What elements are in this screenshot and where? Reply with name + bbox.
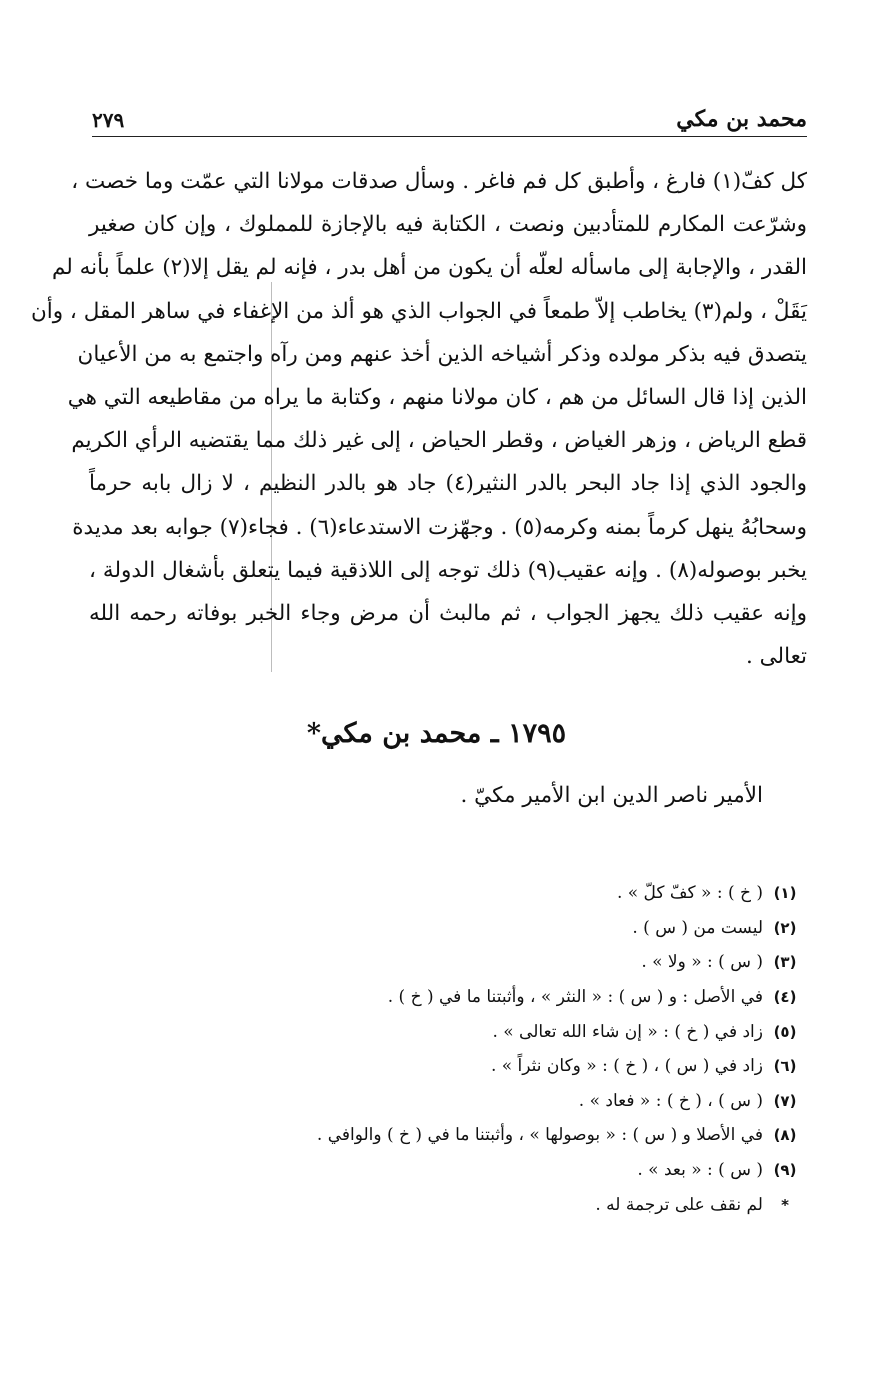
footnote	[247, 1014, 807, 1049]
footnote-number: (٧)	[773, 1091, 797, 1110]
footnote	[247, 980, 807, 1015]
body-line: كل كفّ(١) فارغ ، وأطبق كل فم فاغر . وسأل صدقات مولانا التي عمّت وما خصت ،	[71, 169, 807, 194]
footnote-text: في الأصل : و ( س ) : « النثر » ، وأثبتنا ما في ( خ ) .	[387, 987, 763, 1008]
footnote	[247, 1049, 807, 1084]
footnote-text: ( س ) ، ( خ ) : « فعاد » .	[578, 1090, 763, 1111]
footnote-text: زاد في ( س ) ، ( خ ) : « وكان نثراً » .	[490, 1056, 763, 1077]
footnote-number: (١)	[773, 884, 797, 903]
footnote-text: ليست من ( س ) .	[632, 917, 763, 938]
footnote-number: (٤)	[773, 988, 797, 1007]
footnote-number: (٥)	[773, 1022, 797, 1041]
footnote	[247, 1153, 807, 1188]
page-header	[92, 100, 807, 137]
footnote-text: في الأصلا و ( س ) : « بوصولها » ، وأثبتنا ما في ( خ ) والوافي .	[316, 1125, 763, 1146]
entry-heading: ١٧٩٥ ـ محمد بن مكي*	[306, 718, 567, 749]
footnote-number: (٢)	[773, 918, 797, 937]
footnote-text: لم نقف على ترجمة له .	[595, 1194, 763, 1215]
footnote-number: (٦)	[773, 1057, 797, 1076]
body-line: يتصدق فيه بذكر مولده وذكر أشياخه الذين أخذ عنهم ومن رآه واجتمع به من الأعيان	[77, 341, 807, 367]
footnote	[247, 876, 807, 911]
footnote-number: (٣)	[773, 953, 797, 972]
footnote-text: زاد في ( خ ) : « إن شاء الله تعالى » .	[492, 1021, 763, 1042]
footnote	[247, 1118, 807, 1153]
footnote-text: ( س ) : « بعد » .	[637, 1160, 763, 1181]
body-line: قطع الرياض ، وزهر الغياض ، وقطر الحياض ، إلى غير ذلك مما يقتضيه الرأي الكريم	[71, 428, 807, 454]
running-head: محمد بن مكي	[676, 106, 807, 132]
page-number: ٢٧٩	[92, 108, 125, 132]
footnote	[247, 945, 807, 980]
footnote	[247, 1187, 807, 1222]
footnote	[247, 911, 807, 946]
body-line: الذين إذا قال السائل من هم ، كان مولانا منهم ، وكتابة ما يراه من مقاطيعه التي هي	[67, 385, 807, 411]
body-line: وسحابُهُ ينهل كرماً بمنه وكرمه(٥) . وجهّزت الاستدعاء(٦) . فجاء(٧) جوابه بعد مديدة	[72, 514, 807, 540]
body-line: وشرّعت المكارم للمتأدبين ونصت ، الكتابة فيه بالإجازة للمملوك ، وإن كان صغير	[89, 212, 807, 238]
footnote-number: (٨)	[773, 1126, 797, 1145]
body-line: يَقَلْ ، ولم(٣) يخاطب إلاّ طمعاً في الجواب الذي هو ألذ من الإغفاء في ساهر المقل ، وأن	[30, 298, 807, 324]
body-line: يخبر بوصوله(٨) . وإنه عقيب(٩) ذلك توجه إلى اللاذقية فيما يتعلق بأشغال الدولة ،	[89, 557, 807, 583]
body-text	[30, 160, 808, 678]
footnote-text: ( خ ) : « كفّ كلّ » .	[616, 883, 763, 904]
footnote-number: (٩)	[773, 1161, 797, 1180]
footnote	[247, 1084, 807, 1119]
body-line: القدر ، والإجابة إلى ماسأله لعلّه أن يكون من أهل بدر ، فإنه لم يقل إلا(٢) علماً بأنه لم	[51, 255, 807, 281]
body-line: والجود الذي إذا جاد البحر بالدر النثير(٤) جاد هو بالدر النظيم ، لا زال بابه حرماً	[89, 471, 808, 497]
body-line: تعالى .	[745, 644, 807, 670]
footnotes-list	[247, 876, 807, 1222]
entry-subtitle: الأمير ناصر الدين ابن الأمير مكيّ .	[460, 783, 763, 808]
body-line: وإنه عقيب ذلك يجهز الجواب ، ثم مالبث أن مرض وجاء الخبر بوفاته رحمه الله	[89, 601, 807, 627]
footnote-text: ( س ) : « ولا » .	[641, 952, 763, 973]
footnote-number: *	[781, 1195, 789, 1214]
